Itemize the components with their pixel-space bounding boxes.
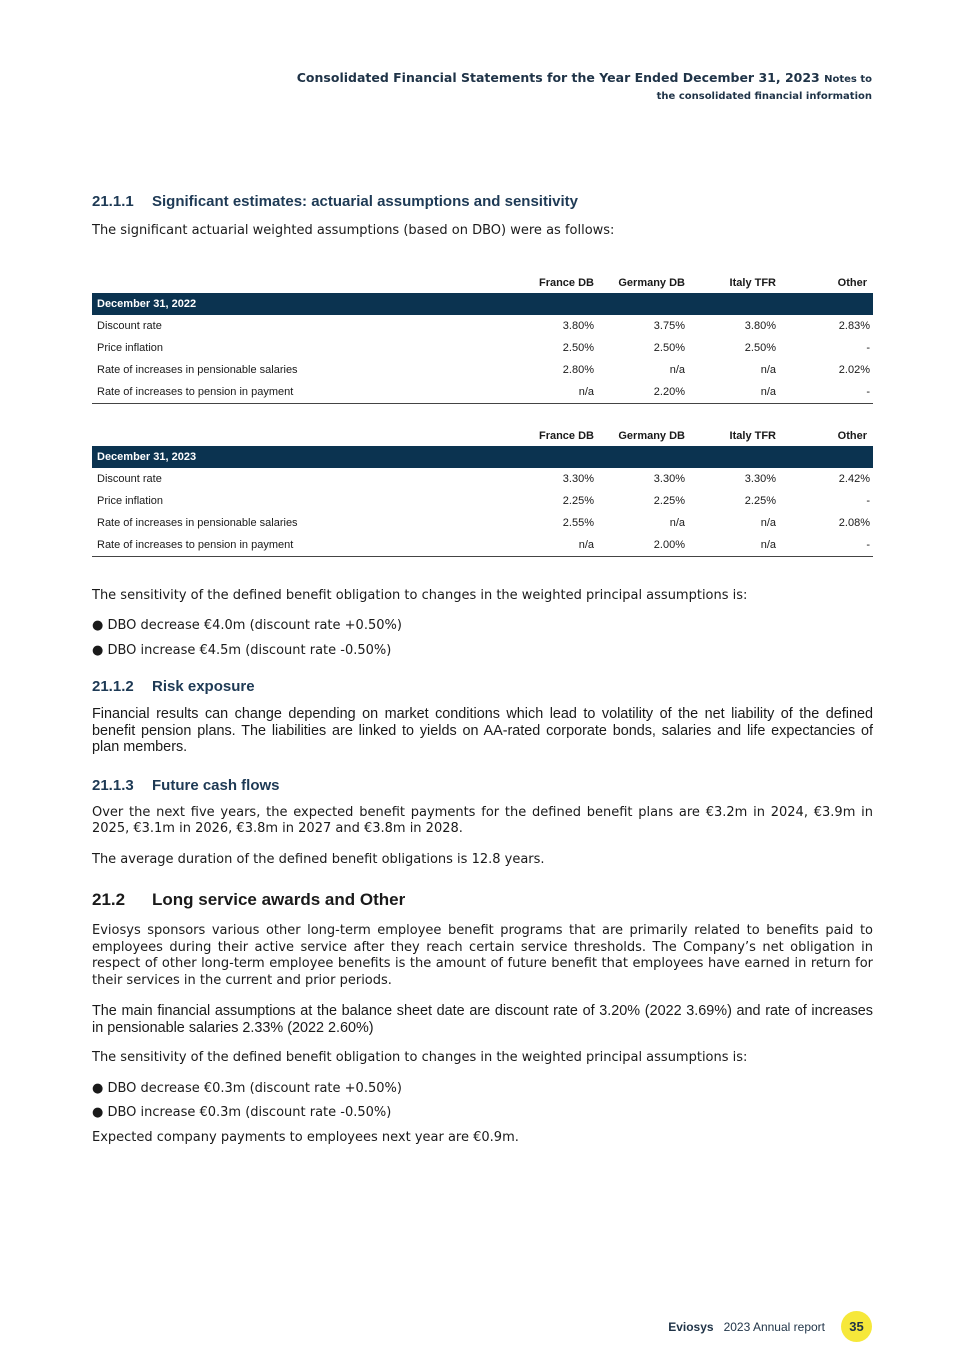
sensitivity-bullet: ● DBO increase €0.3m (discount rate -0.50%): [92, 1105, 392, 1120]
row-label: Rate of increases to pension in payment: [97, 385, 294, 398]
table-row: [92, 315, 873, 337]
cell: -: [866, 494, 870, 507]
col-italy-tfr: Italy TFR: [729, 429, 776, 442]
cell: -: [866, 538, 870, 551]
section-number: 21.2: [92, 890, 126, 909]
cell: 2.00%: [653, 538, 685, 551]
assumptions-table-2023: [92, 420, 873, 557]
table-row: [92, 359, 873, 381]
table-title-bar: December 31, 2022: [92, 293, 873, 315]
footer-report: 2023 Annual report: [723, 1319, 825, 1334]
page-footer: [668, 1311, 872, 1342]
cell: 3.75%: [653, 319, 685, 332]
cell: 2.20%: [653, 385, 685, 398]
row-label: Price inflation: [97, 341, 164, 354]
col-france-db: France DB: [538, 429, 594, 442]
section-number: 21.1.1: [92, 193, 134, 210]
sensitivity-bullet: ● DBO decrease €0.3m (discount rate +0.50%): [92, 1080, 402, 1096]
row-label: Rate of increases in pensionable salaries: [97, 516, 298, 529]
cell: 2.25%: [653, 494, 685, 507]
main-content: [92, 193, 873, 1146]
cell: 3.30%: [744, 472, 776, 485]
cell: 2.25%: [562, 494, 594, 507]
page-header: [297, 70, 872, 102]
cell: -: [866, 385, 870, 398]
col-italy-tfr: Italy TFR: [729, 276, 776, 289]
table-row: [92, 468, 873, 490]
cell: n/a: [760, 363, 776, 376]
assumptions-table-2022: [92, 267, 873, 404]
expected-payments-text: Expected company payments to employees next year are €0.9m.: [92, 1129, 519, 1145]
table-row: [92, 337, 873, 359]
cell: n/a: [760, 538, 776, 551]
cell: 2.50%: [653, 341, 685, 354]
section-title: Future cash flows: [152, 776, 280, 794]
section-title: Risk exposure: [152, 678, 255, 695]
header-title: Consolidated Financial Statements for the Year Ended December 31, 2023: [296, 70, 820, 85]
cell: -: [866, 341, 870, 354]
assumptions-intro: The significant actuarial weighted assumptions (based on DBO) were as follows:: [92, 223, 615, 238]
cell: 3.30%: [653, 472, 685, 485]
cell: n/a: [760, 385, 776, 398]
cell: n/a: [578, 385, 594, 398]
row-label: Discount rate: [97, 472, 162, 485]
cell: n/a: [760, 516, 776, 529]
section-title: Long service awards and Other: [152, 890, 406, 909]
cell: 3.80%: [744, 319, 776, 332]
table-row: [92, 490, 873, 512]
table-title-bar: December 31, 2023: [92, 446, 873, 468]
cell: 2.80%: [562, 363, 594, 376]
sensitivity-bullet: ● DBO decrease €4.0m (discount rate +0.50%): [92, 618, 402, 633]
cell: 2.25%: [744, 494, 776, 507]
cell: 2.08%: [838, 516, 870, 529]
page-number-badge: 35: [841, 1311, 872, 1342]
table-row: [92, 512, 873, 534]
col-germany-db: Germany DB: [618, 429, 685, 442]
duration-text: The average duration of the defined benefit obligations is 12.8 years.: [92, 851, 545, 867]
section-heading-21-2: [92, 890, 873, 910]
cell: 2.55%: [562, 516, 594, 529]
col-france-db: France DB: [538, 276, 594, 289]
table-row: [92, 381, 873, 404]
row-label: Discount rate: [97, 319, 162, 332]
col-other: Other: [837, 429, 867, 442]
table-row: [92, 534, 873, 557]
col-other: Other: [837, 276, 867, 289]
sensitivity-intro: The sensitivity of the defined benefit obligation to changes in the weighted principal assumptions is:: [92, 587, 748, 603]
table-header: [92, 420, 873, 446]
header-line-2: the consolidated financial information: [656, 91, 872, 102]
section-title: Significant estimates: actuarial assumptions and sensitivity: [152, 193, 578, 210]
cell: n/a: [578, 538, 594, 551]
sensitivity-intro: The sensitivity of the defined benefit obligation to changes in the weighted principal assumptions is:: [92, 1050, 748, 1065]
col-germany-db: Germany DB: [618, 276, 685, 289]
sensitivity-bullet: ● DBO increase €4.5m (discount rate -0.50%): [92, 642, 392, 658]
section-heading-21-1-2: [92, 678, 873, 695]
cell: n/a: [669, 363, 685, 376]
cell: 2.02%: [838, 363, 870, 376]
cell: 2.83%: [838, 319, 870, 332]
row-label: Rate of increases to pension in payment: [97, 538, 294, 551]
cash-flows-text: Over the next five years, the expected benefit payments for the defined benefit plans are €3.2m in 2024, €3.9m in 2025, €3.1m in 2026, €3.8m in 2027 and €3.8m in 2028.: [92, 804, 873, 836]
long-service-text: Eviosys sponsors various other long-term employee benefit programs that are primarily related to benefits paid to employees during their active service after they reach certain service thresholds. The Company’s net obligation in respect of other long-term employee benefits is the amount of future benefit that employees have earned in return for their services in the current and prior periods.: [92, 923, 873, 988]
row-label: Price inflation: [97, 494, 164, 507]
section-number: 21.1.2: [92, 678, 134, 695]
header-line-1: [297, 70, 872, 85]
cell: 2.50%: [744, 341, 776, 354]
section-heading-21-1-3: [92, 777, 873, 794]
row-label: Rate of increases in pensionable salaries: [97, 363, 298, 376]
section-number: 21.1.3: [92, 776, 134, 794]
cell: 3.80%: [562, 319, 594, 332]
table-header: [92, 267, 873, 293]
risk-exposure-text: Financial results can change depending on market conditions which lead to volatility of the net liability of the defined benefit pension plans. The liabilities are linked to yields on AA-rated corporate bonds, salaries and life expectancies of plan members.: [92, 706, 873, 755]
cell: 2.50%: [562, 341, 594, 354]
footer-brand: Eviosys: [668, 1319, 714, 1334]
cell: n/a: [669, 516, 685, 529]
cell: 2.42%: [838, 472, 870, 485]
financial-assumptions-text: The main financial assumptions at the balance sheet date are discount rate of 3.20% (2022 3.69%) and rate of increases in pensionable salaries 2.33% (2022 2.60%): [92, 1003, 873, 1036]
section-heading-21-1-1: [92, 193, 873, 210]
cell: 3.30%: [562, 472, 594, 485]
header-notes: Notes to: [824, 74, 872, 85]
